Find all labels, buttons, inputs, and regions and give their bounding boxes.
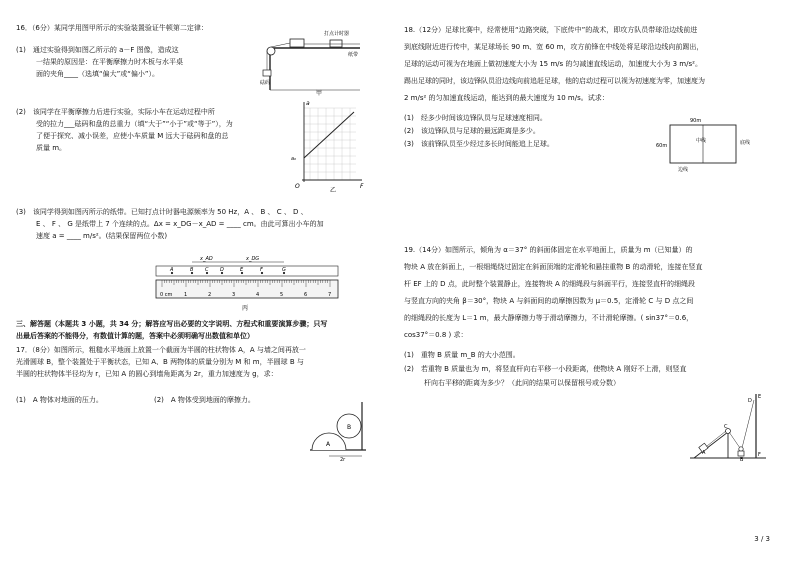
figure-jia-caption: 甲 <box>316 90 323 96</box>
q18-subs <box>404 112 644 151</box>
label-b: B <box>347 424 352 431</box>
x-ad-label: x_AD <box>200 256 213 262</box>
section3-header <box>16 318 378 342</box>
q16-part2-line: (2) 该同学在平衡摩擦力后进行实验，实际小车在运动过程中所 <box>16 108 215 116</box>
timer-label: 打点计时器 <box>324 31 350 37</box>
q16-part2-line: 了便于探究、减小误差，应使小车质量 M 远大于砝码和盘的总 <box>36 132 229 140</box>
figure-yi-caption: 乙 <box>330 187 337 194</box>
q19-subs <box>404 348 776 390</box>
ruler-tick-label: 1 <box>184 292 188 298</box>
figure-bing <box>142 254 352 324</box>
q17-figure <box>304 398 374 462</box>
q16-part1 <box>16 44 266 80</box>
page-number: 3 / 3 <box>754 535 770 543</box>
q19-sub2-line: (2) 若重物 B 质量也为 m，将竖直杆向右平移一小段距离，使物块 A 刚好不上滑，则竖直 <box>404 365 687 373</box>
sideline-label: 边线 <box>678 167 689 173</box>
q18-sub: (3) 该前锋队员至少经过多长时间能追上足球。 <box>404 140 554 148</box>
tape-label: 纸带 <box>348 52 359 58</box>
weight-pan <box>263 70 271 76</box>
tape-point-label: A <box>170 267 174 273</box>
label-a: A <box>326 441 331 448</box>
q18-sub: (2) 该边锋队员与足球的最远距离是多少。 <box>404 127 540 135</box>
string <box>271 43 290 47</box>
ruler-tick-label: 7 <box>328 292 332 298</box>
q19-line: cos37°＝0.8 ) 求： <box>404 331 468 339</box>
label-a: A <box>702 450 706 456</box>
tape-point-label: D <box>220 267 224 273</box>
figure-bing-caption: 丙 <box>242 305 249 312</box>
figure-jia <box>238 24 368 96</box>
q18-line: 18.（12分）足球比赛中，经常使用“边路突破，下底传中”的战术，即攻方队员带球沿边线前进 <box>404 26 698 34</box>
rope <box>729 432 740 448</box>
y-axis-label: a <box>306 100 310 107</box>
af-line <box>304 112 354 158</box>
label-d: D <box>748 398 752 404</box>
label-b: B <box>740 457 744 462</box>
q17-line: 半圆的柱状物体半径均为 r，已知 A 的圆心到墙角距离为 2r，重力加速度为 g，求： <box>16 370 278 378</box>
tape-point-label: G <box>282 267 286 273</box>
tape-point-label: C <box>205 267 209 273</box>
q19-sub1: (1) 重物 B 质量 m_B 的大小范围。 <box>404 351 520 359</box>
section3-line: 三、解答题（本题共 3 小题，共 34 分；解答应写出必要的文字说明、方程式和重要演算步骤；只写 <box>16 320 328 328</box>
q17-line: 光滑圆球 B，整个装置处于平衡状态，已知 A、B 两物体的质量分别为 M 和 m，半圆球 B 与 <box>16 358 304 366</box>
q16-part1-line: 面的夹角____（选填“偏大”或“偏小”）。 <box>36 70 160 78</box>
paper-tape <box>156 266 338 276</box>
rope <box>742 400 754 448</box>
q16-part3 <box>16 206 376 242</box>
ruler-tick-label: 3 <box>232 292 236 298</box>
tape-point-label: B <box>190 267 194 273</box>
tape-point-label: F <box>260 267 263 273</box>
label-f: F <box>758 452 761 458</box>
q17-line: 17．（8分）如图所示，粗糙水平地面上放置一个截面为半圆的柱状物体 A，A 与墙之间再放一 <box>16 346 306 354</box>
q16-header-block <box>16 22 276 34</box>
ruler-tick-label: 0 cm <box>160 292 173 298</box>
q17-sub1 <box>16 394 156 406</box>
q19-line: 19.（14分）如图所示，倾角为 α＝37° 的斜面体固定在水平地面上，质量为 m（已知量）的 <box>404 246 693 254</box>
pulley-icon <box>267 47 275 55</box>
cart <box>290 39 304 47</box>
q18-line: 足球的运动可视为在地面上做初速度大小为 15 m/s 的匀减速直线运动，加速度大小为 3 m/s²。 <box>404 60 702 68</box>
q19-line: 物块 A 放在斜面上，一根细绳绕过固定在斜面顶端的定滑轮和悬挂重物 B 的动滑轮，连接在竖直 <box>404 263 703 271</box>
q16-part2-line: 质量 m。 <box>36 144 67 152</box>
q16-part3-line: 速度 a = ____ m/s²。(结果保留两位小数) <box>36 232 168 240</box>
ruler-tick-label: 2 <box>208 292 212 298</box>
q16-part3-line: (3) 该同学得到如图丙所示的纸带。已知打点计时器电源频率为 50 Hz，A 、 B 、 C 、 D 、 <box>16 208 308 216</box>
label-e: E <box>758 394 762 400</box>
label-c: C <box>724 424 728 430</box>
x-axis-label: F <box>360 183 364 190</box>
timer-icon <box>330 40 342 47</box>
tape-point-label: E <box>240 267 244 273</box>
q18-line: 踢出足球的同时，该边锋队员沿边线向前追赶足球，他的启动过程可以视为初速度为零，加速度为 <box>404 77 705 85</box>
field-length-label: 90m <box>690 118 702 124</box>
q16-part3-line: E 、 F 、 G 是纸带上 7 个连续的点。Δx = x_DG－x_AD = ____ cm。由此可算出小车的加 <box>36 220 324 228</box>
figure-yi <box>290 96 370 194</box>
q18-line: 2 m/s² 的匀加速直线运动，能达到的最大速度为 10 m/s。试求： <box>404 94 609 102</box>
grid <box>304 108 356 180</box>
q18-block <box>404 22 776 107</box>
q17-sub2 <box>154 394 294 406</box>
field-width-label: 60m <box>656 143 668 149</box>
ruler-tick-label: 6 <box>304 292 308 298</box>
weight-label: 砝码 <box>260 80 271 86</box>
q19-figure <box>688 390 768 462</box>
q19-line: 与竖直方向的夹角 β＝30°，物块 A 与斜面间的动摩擦因数为 μ＝0.5，定滑轮 C 与 D 点之间 <box>404 297 694 305</box>
q17-sub1-text: (1) A 物体对地面的压力。 <box>16 396 103 404</box>
q19-sub2-line: 杆向右平移的距离为多少？（此问的结果可以保留根号或分数） <box>424 379 620 387</box>
q19-line: 杆 EF 上的 D 点，此时整个装置静止，连接物块 A 的细绳段与斜面平行，连接竖直杆的细绳段 <box>404 280 695 288</box>
midline-label: 中线 <box>696 138 707 144</box>
q18-field-figure <box>656 116 766 176</box>
intercept-label: a₀ <box>291 156 297 162</box>
q17-block <box>16 344 378 380</box>
baseline-label: 底线 <box>740 140 751 146</box>
moving-pulley-icon <box>739 447 743 451</box>
x-dg-label: x_DG <box>246 256 260 262</box>
q16-part1-line: 一结果的原因是：在平衡摩擦力时木板与水平桌 <box>36 58 183 66</box>
ruler-tick-label: 5 <box>280 292 284 298</box>
q17-sub2-text: (2) A 物体受到地面的摩擦力。 <box>154 396 255 404</box>
origin-label: O <box>295 183 300 190</box>
incline <box>694 432 728 458</box>
dist-label: 2r <box>340 457 346 462</box>
q19-block <box>404 242 776 344</box>
q16-header: 16．（6分）某同学用图甲所示的实验装置验证牛顿第二定律： <box>16 24 208 32</box>
q19-line: 的细绳段的长度为 L＝1 m，最大静摩擦力等于滑动摩擦力，不计滑轮摩擦。( sin37°＝0.6， <box>404 314 694 322</box>
weight-b <box>738 451 744 456</box>
q16-part2 <box>16 106 284 154</box>
section3-line: 出最后答案的不能得分，有数值计算的题，答案中必须明确写出数值和单位） <box>16 332 254 340</box>
ruler-tick-label: 4 <box>256 292 260 298</box>
q16-part2-line: 受的拉力___砝码和盘的总重力（填“大于”“小于”或“等于”），为 <box>36 120 233 128</box>
q18-line: 到底线附近进行传中，某足球场长 90 m、宽 60 m，攻方前锋在中线处将足球沿边线向前踢出， <box>404 43 704 51</box>
q16-part1-line: (1) 通过实验得到如图乙所示的 a－F 图像，造成这 <box>16 46 179 54</box>
q18-sub: (1) 经多少时间该边锋队员与足球速度相同。 <box>404 114 547 122</box>
